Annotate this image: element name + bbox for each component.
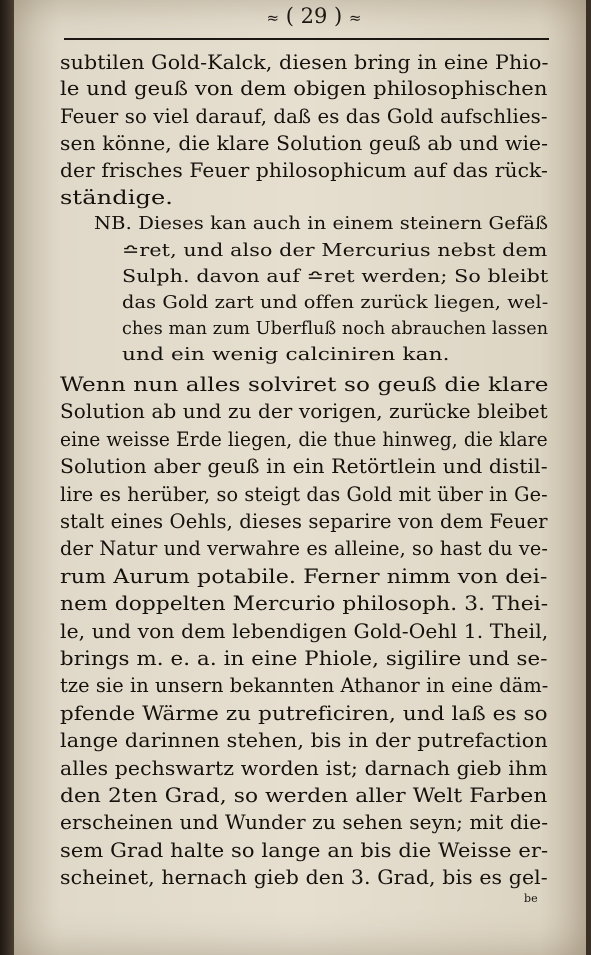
body-line: alles pechswartz worden ist; darnach gieb ihm <box>60 756 548 780</box>
body-line: lire es herüber, so steigt das Gold mit über in Ge- <box>60 482 548 506</box>
note-line: ches man zum Uberfluß noch abrauchen lassen <box>122 318 549 339</box>
body-line: den 2ten Grad, so werden aller Welt Farben <box>60 783 548 807</box>
body-line: lange darinnen stehen, bis in der putrefaction <box>60 728 548 752</box>
text-line: le und geuß von dem obigen philosophischen <box>60 76 548 100</box>
body-line: der Natur und verwahre es alleine, so hast du ve- <box>60 536 548 560</box>
book-page <box>14 0 586 955</box>
body-line: sem Grad halte so lange an bis die Weisse er- <box>60 838 549 862</box>
body-line: tze sie in unsern bekannten Athanor in eine däm- <box>60 673 549 697</box>
note-line: und ein wenig calciniren kan. <box>122 344 450 365</box>
book-gutter <box>0 0 14 955</box>
body-line: erscheinen und Wunder zu sehen seyn; mit die- <box>60 810 549 834</box>
body-line: stalt eines Oehls, dieses separire von dem Feuer <box>60 509 548 533</box>
ornament-left-icon: ≈ <box>266 9 280 27</box>
body-line: brings m. e. a. in eine Phiole, sigilire und se- <box>60 646 548 670</box>
body-line: Solution aber geuß in ein Retörtlein und distil- <box>60 454 548 478</box>
text-line: ständige. <box>60 185 174 209</box>
body-line: scheinet, hernach gieb den 3. Grad, bis es gel- <box>60 865 548 889</box>
body-line: eine weisse Erde liegen, die thue hinweg, die klare <box>60 427 548 451</box>
header-rule <box>64 38 549 40</box>
note-line: NB. Dieses kan auch in einem steinern Gefäß <box>94 213 549 234</box>
note-line: ≏ret, und also der Mercurius nebst dem <box>122 240 548 261</box>
page-number: ( 29 ) <box>285 4 343 28</box>
page-header <box>194 4 434 30</box>
text-line: der frisches Feuer philosophicum auf das rück- <box>60 158 548 182</box>
body-line: pfende Wärme zu putreficiren, und laß es so <box>60 701 548 725</box>
text-line: Feuer so viel darauf, daß es das Gold aufschlies- <box>60 104 548 128</box>
text-line: subtilen Gold-Kalck, diesen bring in eine Phio- <box>60 50 549 74</box>
body-line: Wenn nun alles solviret so geuß die klare <box>60 372 549 396</box>
text-line: sen könne, die klare Solution geuß ab und wie- <box>60 131 549 155</box>
body-line: Solution ab und zu der vorigen, zurücke bleibet <box>60 399 548 423</box>
body-line: le, und von dem lebendigen Gold-Oehl 1. Theil, <box>60 619 549 643</box>
note-line: das Gold zart und offen zurück liegen, wel- <box>122 292 549 313</box>
note-line: Sulph. davon auf ≏ret werden; So bleibt <box>122 266 549 287</box>
body-line: nem doppelten Mercurio philosoph. 3. Thei- <box>60 591 549 615</box>
ornament-right-icon: ≈ <box>348 9 362 27</box>
body-line: rum Aurum potabile. Ferner nimm von dei- <box>60 564 548 588</box>
catchword: be <box>524 892 538 905</box>
